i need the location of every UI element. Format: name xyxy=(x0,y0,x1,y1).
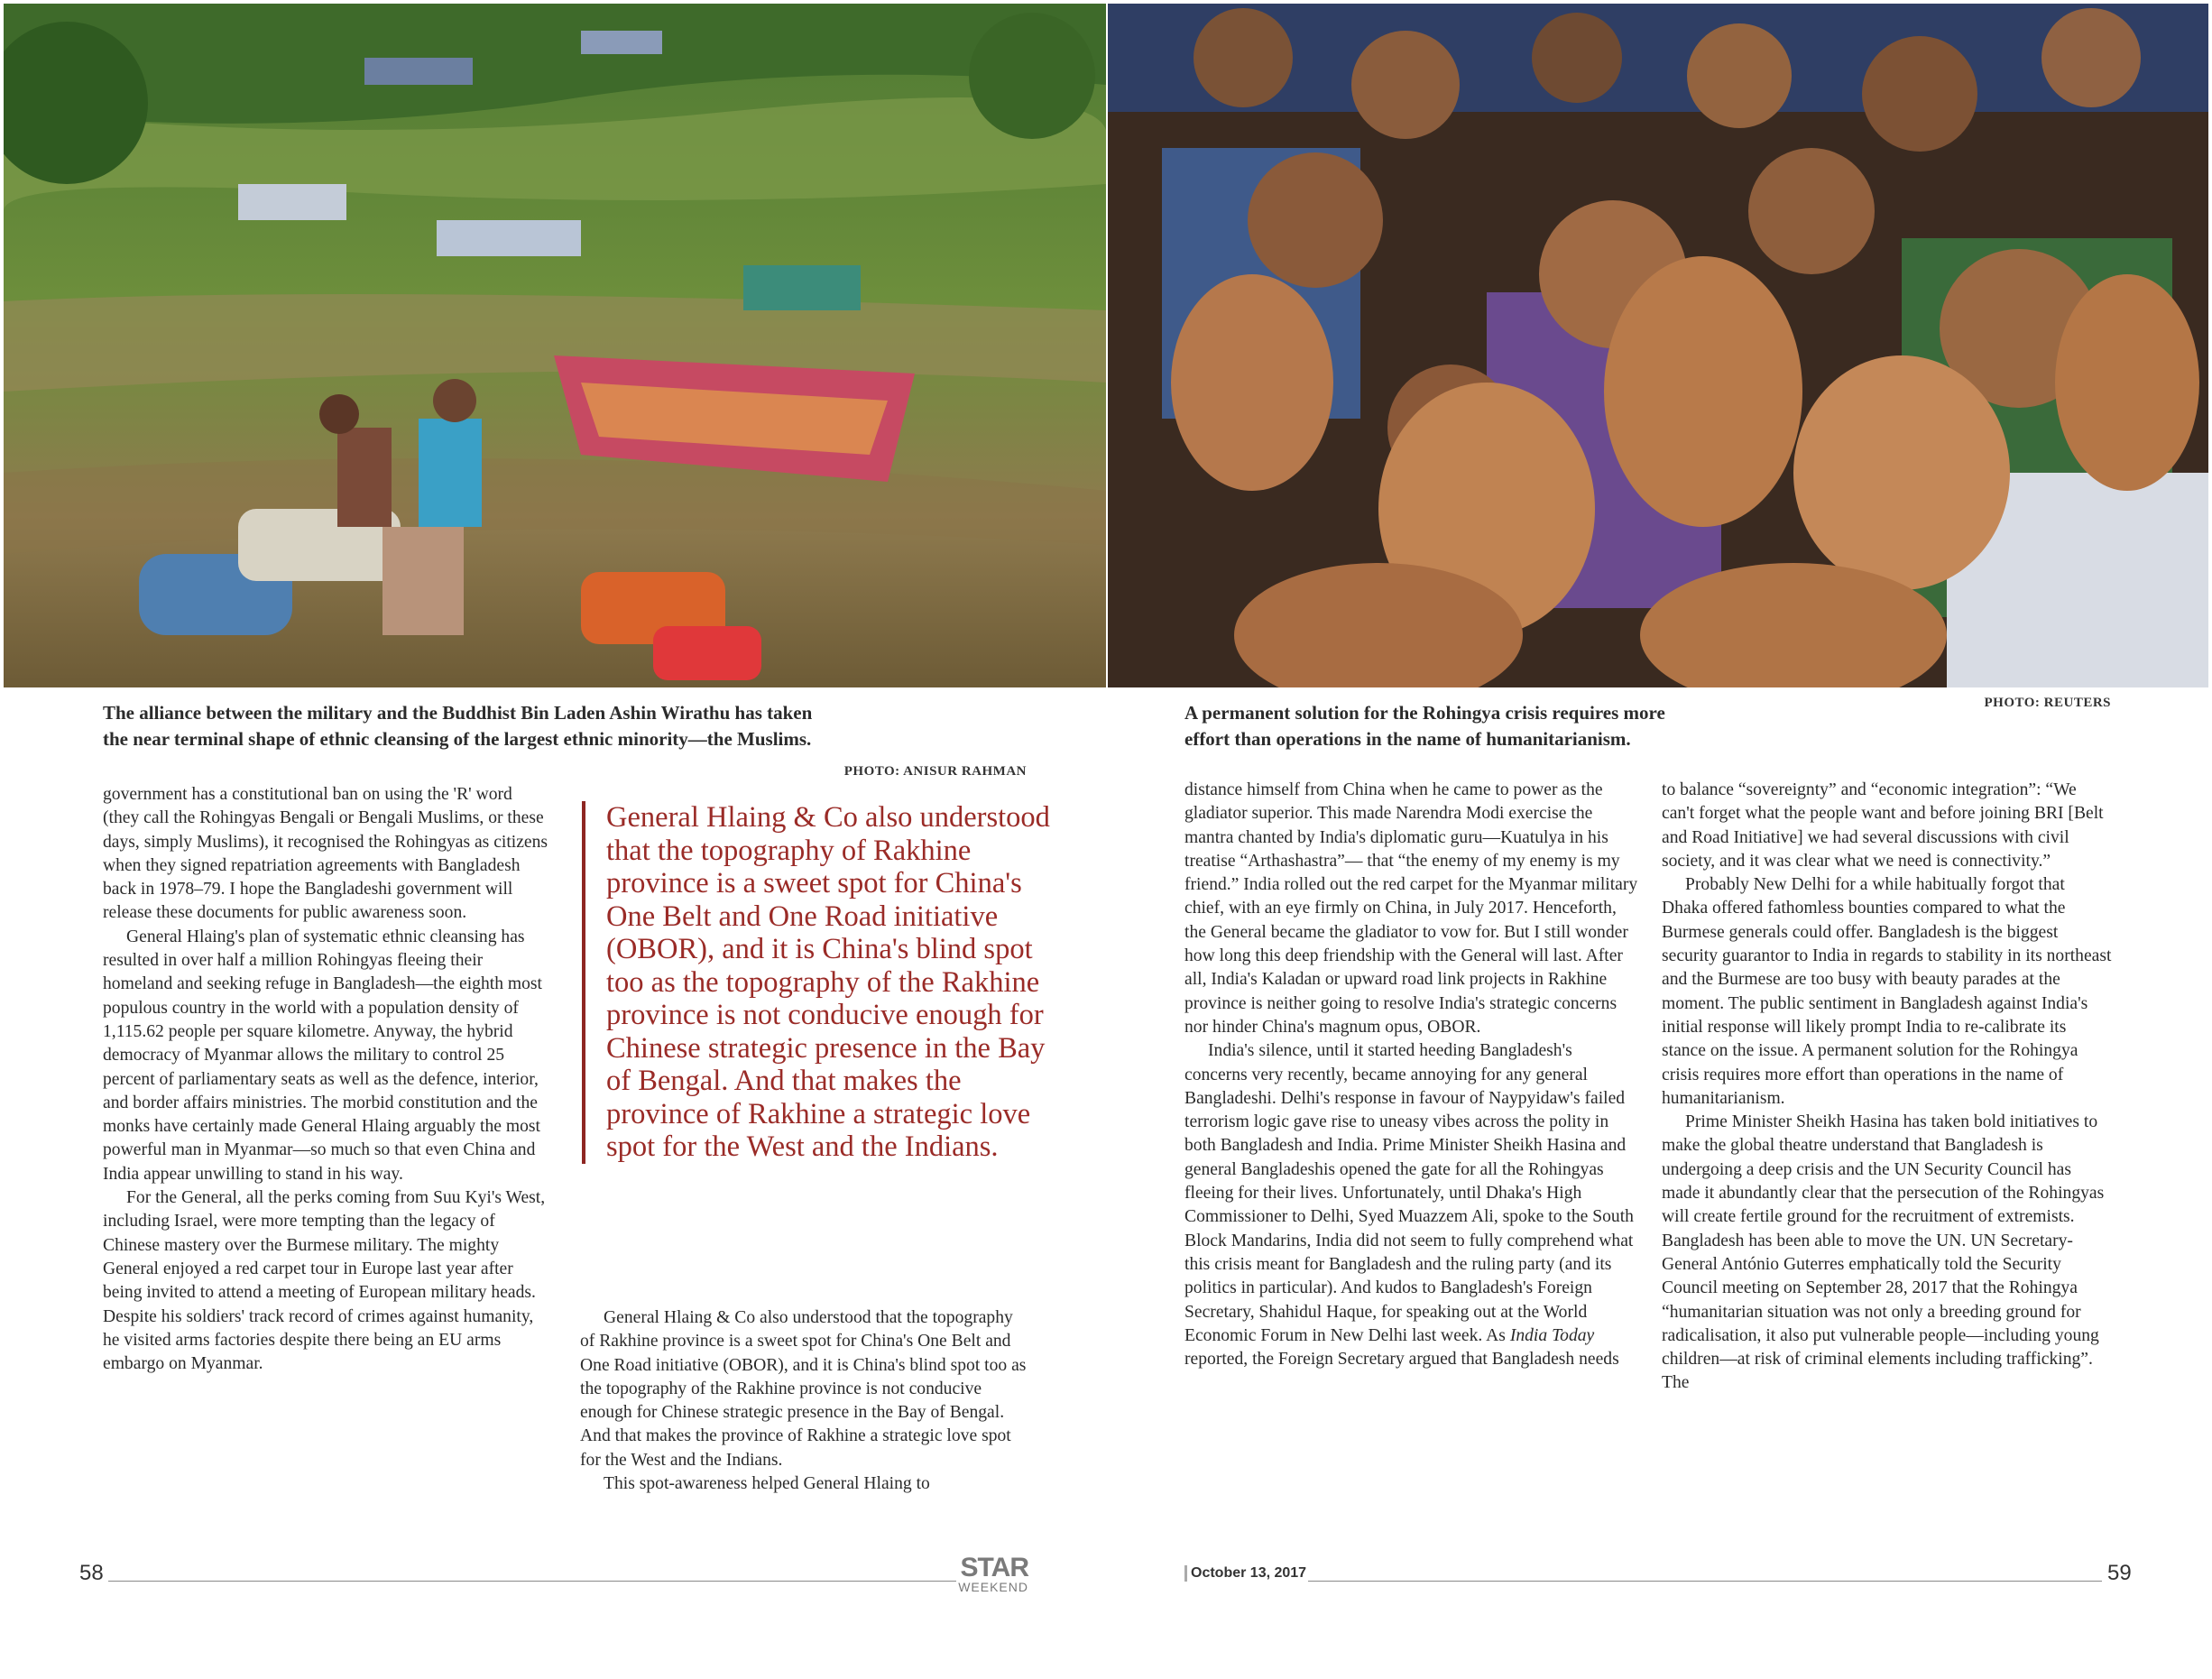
left-caption-line-2: the near terminal shape of ethnic cleansing of the largest ethnic minority—the Muslims. xyxy=(103,728,812,750)
photo-refugee-camp xyxy=(4,4,1106,687)
col2-paragraph: General Hlaing & Co also understood that the topography of Rakhine province is a sweet spot for China's One Belt and One Road initiative (OBOR), and it is China's blind spot too as the topography of the Rakhine province is not conducive enough for Chinese strategic presence in the Bay of Bengal. And that makes the province of Rakhine a strategic love spot for the West and the Indians. xyxy=(580,1308,1027,1470)
col3-paragraph xyxy=(1184,1039,1638,1371)
col1-paragraph: government has a constitutional ban on using the 'R' word (they call the Rohingyas Bengali or Bengali Muslims, or these days, simply Muslims), it recognised the Rohingyas as citizens when they signed repatriation agreements with Bangladesh back in 1978–79. I hope the Bangladeshi government will release these documents for public awareness soon. xyxy=(103,785,548,923)
col1-paragraph: General Hlaing's plan of systematic ethnic cleansing has resulted in over half a million Rohingyas fleeing their homeland and seeking refuge in Bangladesh—the eighth most populous country in the world with a population density of 1,115.62 people per square kilometre. Anyway, the hybrid democracy of Myanmar allows the military to control 25 percent of parliamentary seats as well as the defence, interior, and border affairs ministries. The morbid constitution and the monks have certainly made General Hlaing arguably the most powerful man in Myanmar—so much so that even China and India appear unwilling to stand in his way. xyxy=(103,927,543,1184)
logo-line-2: WEEKEND xyxy=(958,1580,1028,1594)
col4-paragraph: Probably New Delhi for a while habitually forgot that Dhaka offered fathomless bounties compared to what the Burmese generals could offer. Bangladesh is the biggest security guarantor to India in regards to stability in its northeast and the Burmese are too busy with beauty parades at the moment. The public sentiment in Bangladesh against India's initial response will likely prompt India to re-calibrate its stance on the issue. A permanent solution for the Rohingya crisis requires more effort than operations in the name of humanitarianism. xyxy=(1662,875,2112,1108)
footer-rule-right xyxy=(1308,1581,2102,1582)
left-caption-line-1: The alliance between the military and the Buddhist Bin Laden Ashin Wirathu has taken xyxy=(103,702,813,724)
col1-paragraph: For the General, all the perks coming from Suu Kyi's West, including Israel, were more tempting than the legacy of Chinese mastery over the Burmese military. The mighty General enjoyed a red carpet tour in Europe last year after being invited to attend a meeting of European military heads. Despite his soldiers' track record of crimes against humanity, he visited arms factories despite there being an EU arms embargo on Myanmar. xyxy=(103,1188,546,1374)
right-photo-caption xyxy=(1184,700,1888,752)
right-photo-credit: PHOTO: REUTERS xyxy=(1984,696,2111,710)
col3-paragraph: distance himself from China when he came to power as the gladiator superior. This made Narendra Modi exercise the mantra chanted by India's diplomatic guru—Kuatulya in his treatise “Arthashastra”— that “the enemy of my enemy is my friend.” India rolled out the red carpet for the Myanmar military chief, with an eye firmly on China, in July 2017. Henceforth, the General became the gladiator to vow for. But I still wonder how long this deep friendship with the General will last. After all, India's Kaladan or upward road link projects in Rakhine province is neither going to resolve India's strategic concerns nor hinder China's magnum opus, OBOR. xyxy=(1184,780,1638,1037)
column-1 xyxy=(103,783,550,1376)
col3-italic-publication: India Today xyxy=(1509,1325,1595,1345)
photo-rohingya-crowd xyxy=(1108,4,2208,687)
right-caption-line-1: A permanent solution for the Rohingya crisis requires more xyxy=(1184,702,1665,724)
left-photo-credit: PHOTO: ANISUR RAHMAN xyxy=(843,764,1027,779)
issue-date: October 13, 2017 xyxy=(1184,1565,1306,1582)
column-3 xyxy=(1184,779,1638,1371)
right-caption-line-2: effort than operations in the name of humanitarianism. xyxy=(1184,728,1631,750)
column-4 xyxy=(1662,779,2113,1396)
col4-paragraph: Prime Minister Sheikh Hasina has taken bold initiatives to make the global theatre understand that Bangladesh is undergoing a deep crisis and the UN Security Council has made it abundantly clear that the persecution of the Rohingyas will create fertile ground for the recruitment of extremists. Bangladesh has been able to move the UN. UN Secretary-General António Guterres emphatically told the Security Council meeting on September 28, 2017 that the Rohingya “humanitarian situation was not only a breeding ground for radicalisation, it also put vulnerable people—including young children—at risk of criminal elements including trafficking”. The xyxy=(1662,1112,2105,1393)
column-2 xyxy=(580,1306,1031,1496)
star-weekend-logo xyxy=(954,1555,1028,1593)
left-photo-caption xyxy=(103,700,1005,752)
col3-text-start: India's silence, until it started heeding Bangladesh's concerns very recently, became annoying for any general Bangladeshi. Delhi's response in favour of Naypyidaw's failed terrorism logic gave rise to uneasy vibes across the polity in both Bangladesh and India. Prime Minister Sheikh Hasina and general Bangladeshis opened the gate for all the Rohingyas fleeing for their lives. Unfortunately, until Dhaka's High Commissioner to Delhi, Syed Muazzem Ali, spoke to the South Block Mandarins, India did not seem to fully comprehend what this crisis meant for Bangladesh and the ruling party (and its politics in particular). And kudos to Bangladesh's Foreign Secretary, Shahidul Haque, for speaking out at the World Economic Forum in New Delhi last week. As xyxy=(1184,1041,1634,1345)
col3-text-end: reported, the Foreign Secretary argued that Bangladesh needs xyxy=(1184,1350,1619,1370)
page-number-right: 59 xyxy=(2107,1561,2132,1585)
page-number-left: 58 xyxy=(79,1561,104,1585)
pull-quote: General Hlaing & Co also understood that the topography of Rakhine province is a sweet spot for China's One Belt and One Road initiative (OBOR), and it is China's blind spot too as the topography of the Rakhine province is not conducive enough for Chinese strategic presence in the Bay of Bengal. And that makes the province of Rakhine a strategic love spot for the West and the Indians. xyxy=(582,801,1057,1164)
footer-rule-left xyxy=(108,1581,956,1582)
col4-paragraph: to balance “sovereignty” and “economic integration”: “We can't forget what the people want and before joining BRI [Belt and Road Initiative] we had several discussions with civil society, and it was clear what we need is connectivity.” xyxy=(1662,780,2104,871)
col2-paragraph: This spot-awareness helped General Hlaing to xyxy=(604,1474,930,1494)
logo-line-1: STAR xyxy=(960,1553,1028,1582)
